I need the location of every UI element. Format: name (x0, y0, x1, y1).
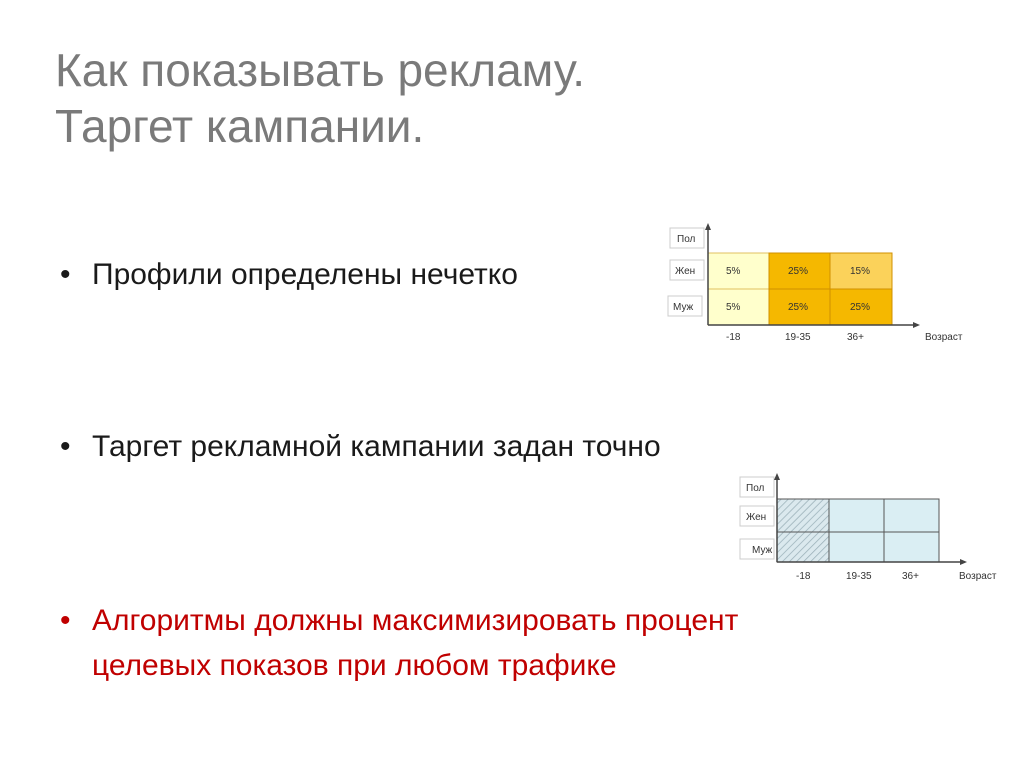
grid-cell-hatched (777, 532, 829, 562)
grid-cell-hatched (777, 499, 829, 532)
row-label-men: Муж (673, 302, 694, 313)
x-tick-label: 19-35 (785, 332, 811, 343)
row-label-men: Муж (752, 545, 773, 556)
bullet-text: Таргет рекламной кампании задан точно (92, 430, 661, 463)
cell-value: 25% (788, 302, 809, 313)
cell-value: 25% (850, 302, 871, 313)
x-tick-label: -18 (726, 332, 741, 343)
bullet-item (60, 598, 780, 688)
slide-title (55, 42, 585, 154)
grid-cell (884, 499, 939, 532)
bullet-marker: • (60, 258, 71, 291)
bullet-marker: • (60, 604, 71, 637)
x-axis-arrow-icon (913, 322, 920, 328)
bullet-item (60, 424, 661, 469)
x-axis-label: Возраст (959, 571, 997, 582)
target-grid-diagram (730, 472, 1020, 592)
x-tick-label: -18 (796, 571, 811, 582)
x-axis-label: Возраст (925, 332, 963, 343)
x-tick-label: 36+ (902, 571, 919, 582)
x-axis-arrow-icon (960, 559, 967, 565)
grid-cell (829, 532, 884, 562)
cell-value: 5% (726, 302, 741, 313)
y-axis-label: Пол (677, 234, 696, 245)
x-tick-label: 19-35 (846, 571, 872, 582)
slide-title-line-1: Как показывать рекламу. (55, 44, 585, 96)
cell-value: 5% (726, 266, 741, 277)
y-axis-arrow-icon (774, 473, 780, 480)
bullet-text: Профили определены нечетко (92, 258, 518, 291)
y-axis-label: Пол (746, 483, 765, 494)
row-label-women: Жен (746, 512, 767, 523)
cell-value: 15% (850, 266, 871, 277)
row-label-women: Жен (675, 266, 696, 277)
x-tick-label: 36+ (847, 332, 864, 343)
bullet-item (60, 252, 518, 297)
y-axis-arrow-icon (705, 223, 711, 230)
grid-cell (829, 499, 884, 532)
grid-cell (884, 532, 939, 562)
slide-title-line-2: Таргет кампании. (55, 100, 425, 152)
bullet-marker: • (60, 430, 71, 463)
profile-grid-diagram (660, 220, 980, 350)
cell-value: 25% (788, 266, 809, 277)
bullet-text: Алгоритмы должны максимизировать процент целевых показов при любом трафике (92, 604, 739, 682)
